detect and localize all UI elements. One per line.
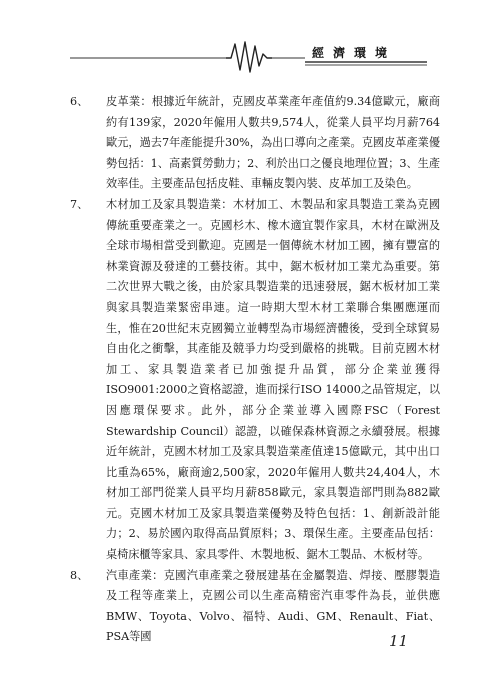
list-item-text: 皮革業：根據近年統計，克國皮革業產年產值約9.34億歐元，廠商約有139家，2020年僱用人數共9,574人，從業人員平均月薪764歐元，過去7年產能提升30%，為出口導向之產業。克國皮革產業優勢包括：1、高素質勞動力；2、利於出口之優良地理位置；3、生產效率佳。主要產品包括皮鞋、車輛皮製內裝、皮革加工及染色。: [106, 95, 440, 191]
list-item-automotive-industry: [70, 566, 440, 648]
page-number: 11: [389, 632, 409, 650]
header-title: 經濟環境: [312, 46, 397, 60]
list-item-text: 汽車產業：克國汽車產業之發展建基在金屬製造、焊接、壓膠製造及工程等產業上，克國公司以生產高精密汽車零件為長，並供應BMW、Toyota、Volvo、福特、Audi、GM、Renault、Fiat、PSA等國: [106, 568, 440, 644]
list-item-leather-industry: [70, 92, 440, 195]
list-item-number: 6、: [70, 95, 89, 108]
page-header: [0, 36, 480, 76]
document-body: [70, 92, 440, 648]
list-item-text: 木材加工及家具製造業：木材加工、木製品和家具製造工業為克國傳統重要產業之一。克國杉木、橡木適宜製作家具，木材在歐洲及全球市場相當受到歡迎。克國是一個傳統木材加工國，擁有豐富的林業資源及發達的工藝技術。其中，鋸木板材加工業尤為重要。第二次世界大戰之後，由於家具製造業的迅速發展，鋸木板材加工業與家具製造業緊密串連。這一時期大型木材工業聯合集團應運而生，惟在20世紀末克國獨立並轉型為市場經濟體後，受到全球貿易自由化之衝擊，其產能及競爭力均受到嚴格的挑戰。目前克國木材加工、家具製造業者已加強提升品質，部分企業並獲得ISO9001:2000之資格認證，進而採行ISO 14000之品管規定，以因應環保要求。此外，部分企業並導入國際FSC（Forest Stewardship Council）認證，以確保森林資源之永續發展。根據近年統計，克國木材加工及家具製造業產值達15億歐元，其中出口比重為65%，廠商逾2,500家，2020年僱用人數共24,404人，木材加工部門從業人員平均月薪858歐元，家具製造部門則為882歐元。克國木材加工及家具製造業優勢及特色包括：1、創新設計能力；2、易於國內取得高品質原料；3、環保生產。主要產品包括：桌椅床櫃等家具、家具零件、木製地板、鋸木工製品、木板材等。: [106, 197, 440, 562]
list-item-number: 7、: [70, 197, 89, 211]
list-item-number: 8、: [70, 568, 89, 582]
list-item-wood-furniture-industry: [70, 195, 440, 566]
